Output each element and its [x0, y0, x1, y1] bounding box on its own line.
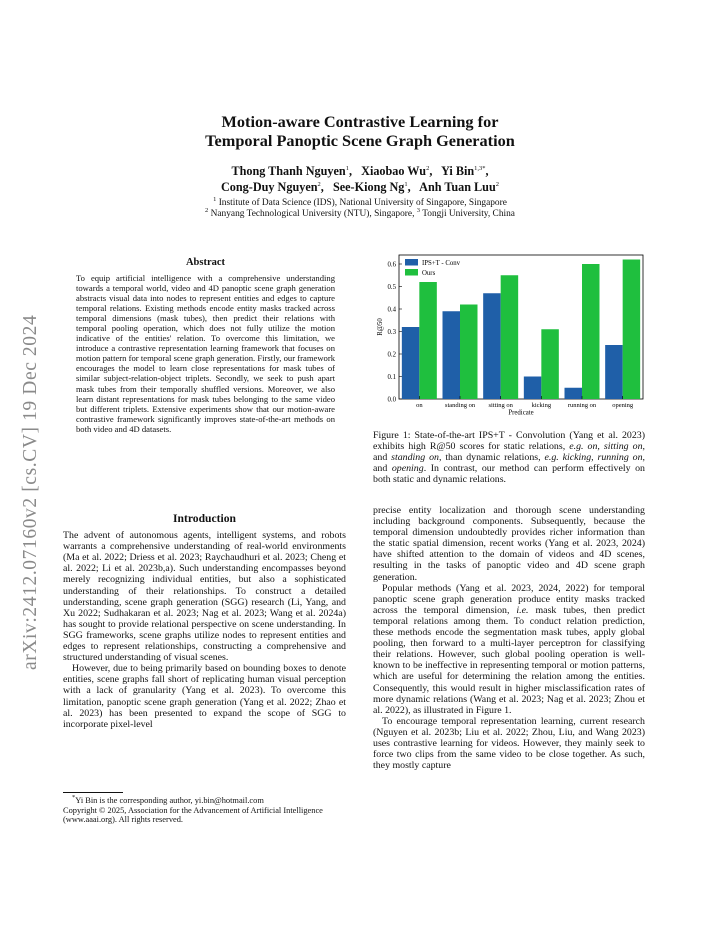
bar-baseline — [402, 327, 420, 399]
bar-baseline — [565, 388, 583, 399]
paragraph-text: mask tubes, then predict temporal relations among them. To conduct relation prediction, these methods encode the segmentation mask tubes, apply global pooling, then forward to a multi-layer perceptron for classifying their relations. However, such global pooling operation is well-known to be ineffective in representing temporal or motion patterns, which are useful for determining the relation among the entities. Consequently, this would result in higher misclassification rates of more dynamic relations (Wang et al. 2023; Nag et al. 2023; Zhou et al. 2022), as illustrated in Figure 1. — [373, 604, 646, 716]
y-tick-label: 0.6 — [387, 261, 396, 269]
x-tick-label: standing on — [444, 402, 476, 409]
affiliation-mark: 2 — [205, 206, 209, 214]
footnote-rule — [63, 792, 123, 793]
x-axis-label: Predicate — [508, 409, 534, 417]
intro-paragraph-1: The advent of autonomous agents, intelligent systems, and robots warrants a comprehensive understanding of real-world environments (Ma et al. 2022; Driess et al. 2023; Raychaudhuri et al. 2023; Cheng et al. 2022; Li et al. 2023b,a). Such understanding encompasses beyond merely recognizing individual entities, but also a sophisticated understanding of their relationships. To construct a detailed understanding, scene graph generation (SGG) research (Li, Yang, and Xu 2022; Sudhakaran et al. 2023; Nag et al. 2023; Wang et al. 2024a) has sought to provide relational perspective on scene understanding. In SGG frameworks, scene graphs utilize nodes to represent entities and edges to represent relationships, constructing a comprehensive and structured understanding of visual scenes. — [63, 530, 346, 664]
affiliation-text: Tongji University, China — [422, 209, 515, 219]
affiliation-text: Nanyang Technological University (NTU), Singapore, — [210, 209, 415, 219]
caption-text: , and — [373, 441, 645, 464]
author-line-1: Thong Thanh Nguyen$^1$, Xiaobao Wu$^2$, Yi Bin$^{1,3*}$, — [231, 164, 489, 178]
bar-baseline — [605, 345, 623, 399]
author-list — [0, 163, 720, 195]
bar-ours — [623, 260, 641, 400]
y-tick-label: 0.4 — [387, 306, 396, 314]
author-name: Cong-Duy Nguyen — [221, 180, 318, 194]
legend-swatch — [405, 269, 418, 276]
author-affiliation-mark: 2 — [426, 164, 430, 172]
abstract-heading-wrap — [76, 257, 335, 268]
author-name: Xiaobao Wu — [361, 164, 427, 178]
affiliation-mark: 3 — [416, 206, 421, 214]
y-tick-label: 0.5 — [387, 283, 396, 291]
legend-swatch — [405, 259, 418, 266]
affiliation-line-1 — [0, 195, 720, 209]
bar-baseline — [524, 377, 542, 400]
bar-ours — [582, 264, 600, 399]
y-tick-label: 0.0 — [387, 396, 396, 404]
caption-text: Figure 1: State-of-the-art IPS+T - Convolution (Yang et al. 2023) exhibits high R@50 scores for static relations, — [373, 430, 645, 453]
author-affiliation-mark: 1,3* — [474, 164, 486, 172]
y-tick-label: 0.2 — [387, 351, 396, 359]
title-line-1: Motion-aware Contrastive Learning for — [221, 112, 499, 131]
caption-italic: standing on — [391, 452, 439, 464]
caption-text: , than dynamic relations, — [438, 452, 541, 464]
title-line-2: Temporal Panoptic Scene Graph Generation — [205, 131, 515, 150]
x-tick-label: kicking — [531, 402, 552, 409]
footnotes — [63, 796, 346, 825]
author-affiliation-mark: 1 — [404, 180, 408, 188]
figure-1-caption — [373, 430, 645, 485]
author-affiliation-mark: 2 — [317, 180, 321, 188]
caption-italic: e.g. kicking, running on — [544, 452, 643, 464]
right-column — [373, 505, 645, 771]
y-axis-label: R@50 — [377, 318, 384, 336]
bar-ours — [419, 282, 437, 399]
author-affiliation-mark: 1 — [345, 164, 349, 172]
figure-1-chart — [373, 254, 645, 419]
x-tick-label: on — [416, 402, 423, 409]
x-tick-label: running on — [567, 402, 597, 409]
arxiv-identifier — [18, 250, 48, 670]
legend-label: IPS+T - Conv — [422, 260, 461, 267]
y-tick-label: 0.3 — [387, 328, 396, 336]
right-paragraph-2 — [373, 583, 645, 716]
arxiv-id-text: arXiv:2412.07160v2 [cs.CV] 19 Dec 2024 — [20, 314, 41, 670]
author-name: Anh Tuan Luu — [419, 180, 496, 194]
affiliation-mark: 1 — [213, 195, 217, 203]
author-affiliation-mark: 2 — [495, 180, 499, 188]
x-tick-label: opening — [612, 402, 634, 409]
introduction-heading: Introduction — [173, 512, 236, 525]
right-paragraph-3: To encourage temporal representation learning, current research (Nguyen et al. 2023b; Liu et al. 2022; Zhou, Liu, and Wang 2023) uses contrastive learning for videos. However, they mainly seek to force two clips from the same video to be close together. As such, they mostly capture — [373, 715, 645, 772]
intro-paragraph-2: However, due to being primarily based on bounding boxes to denote entities, scene graphs fall short of replicating human visual perception with a lack of granularity (Yang et al. 2023). To overcome this limitation, panoptic scene graph generation (Yang et al. 2022; Zhao et al. 2023) has been presented to expand the scope of SGG to incorporate pixel-level — [63, 663, 346, 730]
bar-ours — [501, 275, 518, 399]
caption-italic: opening — [391, 463, 424, 475]
author-name: Thong Thanh Nguyen — [231, 164, 346, 178]
affiliation-text: Institute of Data Science (IDS), National University of Singapore, Singapore — [218, 198, 507, 208]
abstract-heading: Abstract — [185, 257, 226, 268]
footnote-text: Yi Bin is the corresponding author, yi.bin@hotmail.com — [75, 796, 264, 805]
caption-italic: e.g. on, sitting on — [569, 441, 643, 453]
bar-baseline — [443, 311, 461, 399]
paragraph-italic: i.e. — [516, 604, 529, 616]
author-name: Yi Bin — [441, 164, 475, 178]
paragraph-text: Popular methods (Yang et al. 2023, 2024, 2022) for temporal panoptic scene graph generation produce entity masks tracked across the temporal dimension, — [373, 582, 645, 616]
footnote-corresponding — [63, 796, 346, 806]
x-tick-label: sitting on — [488, 402, 513, 409]
left-column — [63, 513, 346, 730]
author-name: See-Kiong Ng — [332, 180, 405, 194]
bar-ours — [541, 329, 559, 399]
footnote-copyright: Copyright © 2025, Association for the Advancement of Artificial Intelligence (www.aaai.org). All rights reserved. — [63, 805, 323, 825]
caption-text: . In contrast, our method can perform effectively on both static and dynamic relations. — [373, 463, 645, 486]
affiliation-line-2 — [0, 206, 720, 220]
y-tick-label: 0.1 — [387, 373, 396, 381]
affiliations — [0, 195, 720, 220]
bar-ours — [460, 305, 478, 400]
paper-title — [0, 112, 720, 150]
abstract-body: To equip artificial intelligence with a comprehensive understanding towards a temporal world, video and 4D panoptic scene graph generation abstracts visual data into nodes to represent entities and edges to capture temporal relations. Existing methods encode entity masks tracked across temporal dimensions (mask tubes), then predict their relations with temporal pooling operation, which does not fully utilize the motion indicative of the entities' relation. To overcome this limitation, we introduce a contrastive representation learning framework that focuses on motion pattern for temporal scene graph generation. Firstly, our framework encourages the model to learn close representations for mask tubes of similar subject-relation-object triplets. Secondly, we seek to push apart mask tubes from their temporally shuffled versions. Moreover, we also learn distant representations for mask tubes belonging to the same video but different triplets. Extensive experiments show that our motion-aware contrastive framework significantly improves state-of-the-art methods on both video and 4D datasets. — [76, 273, 335, 434]
bar-chart — [373, 254, 645, 419]
right-paragraph-1: precise entity localization and thorough scene understanding including background components. Subsequently, because the temporal dimension undoubtedly provides richer information than the static spatial dimension, recent works (Yang et al. 2023, 2024) have shifted attention to the domain of videos and 4D scenes, resulting in the tasks of panoptic video and 4D scene graph generation. — [373, 505, 645, 583]
bar-baseline — [483, 293, 501, 399]
legend-label: Ours — [422, 270, 436, 277]
footnote-mark: * — [72, 794, 76, 802]
caption-text: , and — [373, 452, 645, 475]
author-line-2: Cong-Duy Nguyen$^2$, See-Kiong Ng$^1$, Anh Tuan Luu$^2$ — [221, 180, 499, 194]
